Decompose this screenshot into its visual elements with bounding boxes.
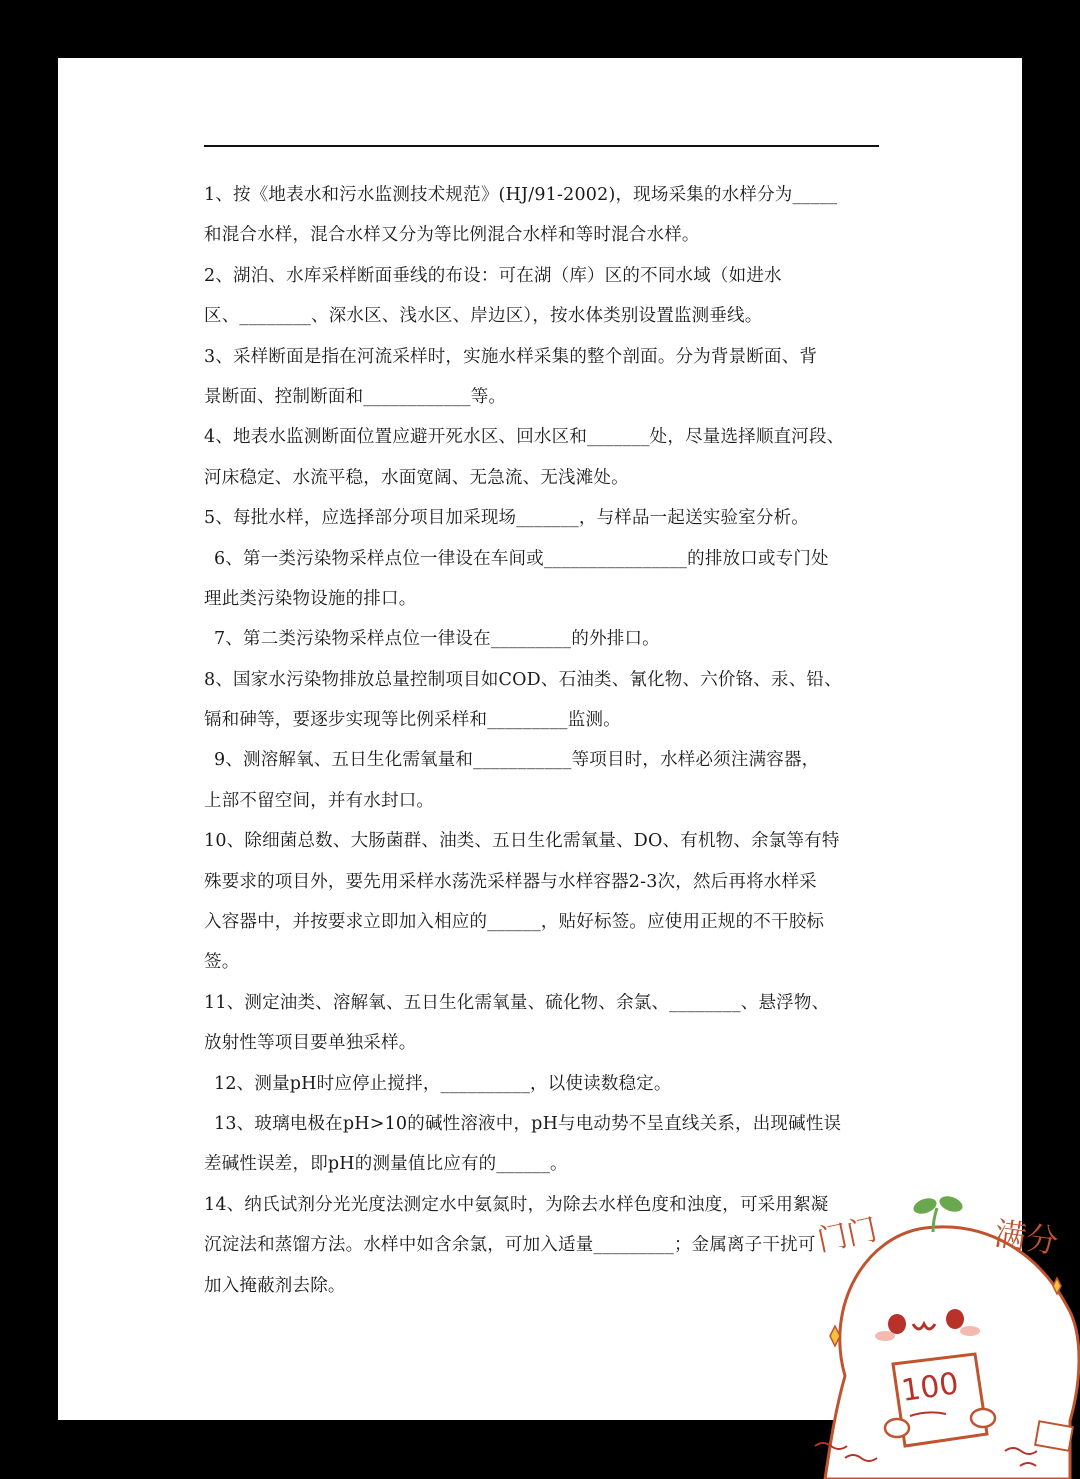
text-line: 理此类污染物设施的排口。: [204, 588, 417, 609]
left-blush: [875, 1331, 895, 1341]
question-list: [204, 175, 884, 1306]
sticker-text-left: 门门: [814, 1212, 881, 1259]
text-line: 镉和砷等，要逐步实现等比例采样和_________监测。: [204, 710, 621, 731]
text-line: 加入掩蔽剂去除。: [204, 1275, 346, 1296]
text-line: 14、纳氏试剂分光光度法测定水中氨氮时，为除去水样色度和浊度，可采用絮凝: [204, 1194, 829, 1215]
text-line: 沉淀法和蒸馏方法。水样中如含余氯，可加入适量_________；金属离子干扰可: [204, 1235, 816, 1256]
text-line: 1、按《地表水和污水监测技术规范》(HJ/91-2002)，现场采集的水样分为_____: [204, 185, 838, 205]
right-hand: [971, 1409, 995, 1427]
text-line: 9、测溶解氧、五日生化需氧量和___________等项目时，水样必须注满容器，: [214, 750, 820, 771]
sticker-text-right: 满分: [991, 1214, 1061, 1261]
left-hand: [885, 1419, 909, 1437]
header-rule: [204, 145, 879, 147]
text-line: 7、第二类污染物采样点位一律设在_________的外排口。: [214, 629, 660, 650]
text-line: 12、测量pH时应停止搅拌，__________，以使读数稳定。: [214, 1073, 672, 1094]
small-paper: [1035, 1421, 1073, 1451]
text-line: 入容器中，并按要求立即加入相应的______，贴好标签。应使用正规的不干胶标: [204, 912, 825, 933]
text-line: 殊要求的项目外，要先用采样水荡洗采样器与水样容器2-3次，然后再将水样采: [204, 871, 817, 892]
text-line: 5、每批水样，应选择部分项目加采现场_______，与样品一起送实验室分析。: [204, 508, 809, 529]
text-line: 2、湖泊、水库采样断面垂线的布设：可在湖（库）区的不同水域（如进水: [204, 265, 782, 286]
score-value: 100: [899, 1366, 961, 1409]
text-line: 6、第一类污染物采样点位一律设在车间或________________的排放口或专门处: [214, 548, 829, 569]
text-line: 景断面、控制断面和____________等。: [204, 386, 507, 407]
text-line: 河床稳定、水流平稳，水面宽阔、无急流、无浅滩处。: [204, 467, 629, 488]
text-line: 放射性等项目要单独采样。: [204, 1033, 417, 1054]
text-line: 4、地表水监测断面位置应避开死水区、回水区和_______处，尽量选择顺直河段、: [204, 427, 845, 448]
right-blush: [960, 1326, 980, 1336]
text-line: 13、玻璃电极在pH>10的碱性溶液中，pH与电动势不呈直线关系，出现碱性误: [214, 1113, 842, 1134]
text-line: 和混合水样，混合水样又分为等比例混合水样和等时混合水样。: [204, 225, 700, 246]
text-line: 签。: [204, 952, 240, 973]
text-line: 8、国家水污染物排放总量控制项目如COD、石油类、氰化物、六价铬、汞、铅、: [204, 669, 842, 690]
text-line: 3、采样断面是指在河流采样时，实施水样采集的整个剖面。分为背景断面、背: [204, 346, 818, 367]
text-line: 区、________、深水区、浅水区、岸边区），按水体类别设置监测垂线。: [204, 306, 763, 327]
full-score-sticker: [805, 1196, 1080, 1479]
left-eye: [888, 1314, 906, 1334]
text-line: 上部不留空间，并有水封口。: [204, 790, 435, 811]
sticker-drawing: [805, 1196, 1080, 1479]
text-line: 11、测定油类、溶解氧、五日生化需氧量、硫化物、余氯、________、悬浮物、: [204, 992, 830, 1013]
sprout-leaf: [937, 1196, 964, 1215]
text-line: 10、除细菌总数、大肠菌群、油类、五日生化需氧量、DO、有机物、余氯等有特: [204, 831, 840, 852]
right-eye: [946, 1309, 964, 1329]
text-line: 差碱性误差，即pH的测量值比应有的______。: [204, 1154, 568, 1175]
